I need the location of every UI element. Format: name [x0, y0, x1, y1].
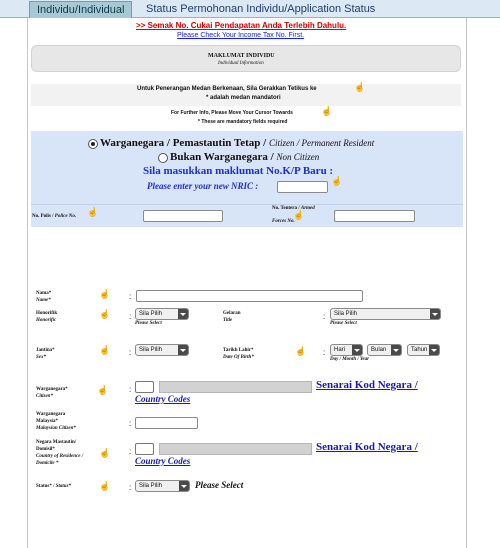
info-strip-english — [31, 107, 461, 129]
status-hint: Please Select — [195, 480, 244, 490]
cursor-hand-icon: ☝ — [87, 207, 99, 217]
cursor-hand-icon: ☝ — [99, 481, 111, 491]
nric-input[interactable] — [277, 181, 328, 193]
residence-label: Negara Mastautin/ Domisil* Country of Residence / Domicile * — [36, 440, 84, 466]
status-select[interactable]: Sila Pilih — [135, 480, 190, 492]
check-tax-link[interactable]: >> Semak No. Cukai Pendapatan Anda Terlebih Dahulu. — [136, 21, 347, 30]
dob-day-select[interactable]: Hari — [330, 344, 363, 356]
honorific-hint: Please Select — [135, 321, 162, 326]
country-codes-link-english-2[interactable]: Country Codes — [135, 456, 191, 466]
cursor-hand-icon: ☝ — [295, 346, 307, 356]
honorific-label: Honorifik Honorific — [36, 311, 58, 323]
info-english-line: For Further Info, Please Move Your Cursor Towards — [171, 110, 293, 116]
panel-subtitle: Individual Information — [218, 61, 264, 66]
nationality-section — [31, 131, 463, 204]
radio-non-citizen[interactable] — [158, 153, 168, 163]
nric-subtitle: Please enter your new NRIC : — [147, 181, 259, 191]
cursor-hand-icon: ☝ — [293, 210, 305, 220]
honorific-select[interactable]: Sila Pilih — [135, 308, 189, 320]
tab-application-status[interactable]: Status Permohonan Individu/Application Status — [146, 3, 376, 15]
cursor-hand-icon: ☝ — [99, 309, 111, 319]
nric-title: Sila masukkan maklumat No.K/P Baru : — [143, 165, 334, 177]
cursor-hand-icon: ☝ — [321, 106, 333, 116]
army-no-input[interactable] — [334, 210, 415, 222]
cursor-hand-icon: ☝ — [99, 289, 111, 299]
name-input[interactable] — [136, 290, 363, 302]
radio-citizen[interactable] — [88, 139, 98, 149]
police-no-label: No. Polis / Police No. — [32, 214, 77, 219]
panel-title: MAKLUMAT INDIVIDU — [208, 53, 275, 59]
title-label: Gelaran Title — [223, 311, 241, 323]
police-army-row — [31, 204, 463, 227]
info-malay-line: Untuk Penerangan Medan Berkenaan, Sila Gerakkan Tetikus ke — [137, 86, 317, 92]
info-english-mandatory: * These are mandatory fields required — [198, 119, 288, 125]
cursor-hand-icon: ☝ — [97, 385, 109, 395]
dob-month-select[interactable]: Bulan — [367, 344, 402, 356]
army-no-label: No. Tentera / Armed — [272, 206, 315, 211]
tab-individual[interactable]: Individu/Individual — [29, 1, 132, 18]
cursor-hand-icon: ☝ — [99, 345, 111, 355]
citizen-option-label: Warganegara / Pemastautin Tetap / Citizen / Permanent Resident — [100, 137, 375, 149]
tab-bar — [0, 0, 500, 18]
info-strip-malay — [31, 84, 461, 106]
malaysian-citizen-label: Warganegara Malaysia* Malaysian Citizen* — [36, 412, 76, 431]
individual-info-panel — [31, 45, 461, 72]
dob-hint: Day / Month / Year — [330, 357, 370, 362]
malaysian-citizen-input[interactable] — [135, 417, 198, 429]
status-label: Status* / Status* — [36, 484, 72, 489]
title-select[interactable]: Sila Pilih — [330, 308, 441, 320]
info-malay-mandatory: * adalah medan mandatori — [206, 95, 281, 101]
citizen-country-display — [159, 381, 312, 393]
gender-label: Jantina* Sex* — [36, 348, 55, 360]
dob-year-select[interactable]: Tahun — [407, 344, 440, 356]
cursor-hand-icon: ☝ — [354, 82, 366, 92]
country-codes-link-2[interactable]: Senarai Kod Negara / — [316, 441, 418, 453]
cursor-hand-icon: ☝ — [99, 448, 111, 458]
gender-select[interactable]: Sila Pilih — [135, 344, 189, 356]
residence-code-input[interactable] — [135, 443, 154, 455]
title-hint: Please Select — [330, 321, 357, 326]
residence-country-display — [159, 443, 312, 455]
non-citizen-option-label: Bukan Warganegara / Non Citizen — [170, 151, 320, 163]
army-no-label-line2: Forces No. — [272, 219, 295, 224]
dob-label: Tarikh Lahir* Date Of Birth* — [223, 348, 254, 360]
citizen-code-input[interactable] — [135, 381, 154, 393]
cursor-hand-icon: ☝ — [331, 176, 343, 186]
check-tax-link-english[interactable]: Please Check Your Income Tax No. First. — [177, 32, 305, 39]
police-no-input[interactable] — [143, 210, 223, 222]
country-codes-link-english[interactable]: Country Codes — [135, 394, 191, 404]
country-codes-link[interactable]: Senarai Kod Negara / — [316, 379, 418, 391]
citizen-label: Warganegara* Citizen* — [36, 387, 68, 399]
name-label: Nama* Name* — [36, 291, 52, 303]
